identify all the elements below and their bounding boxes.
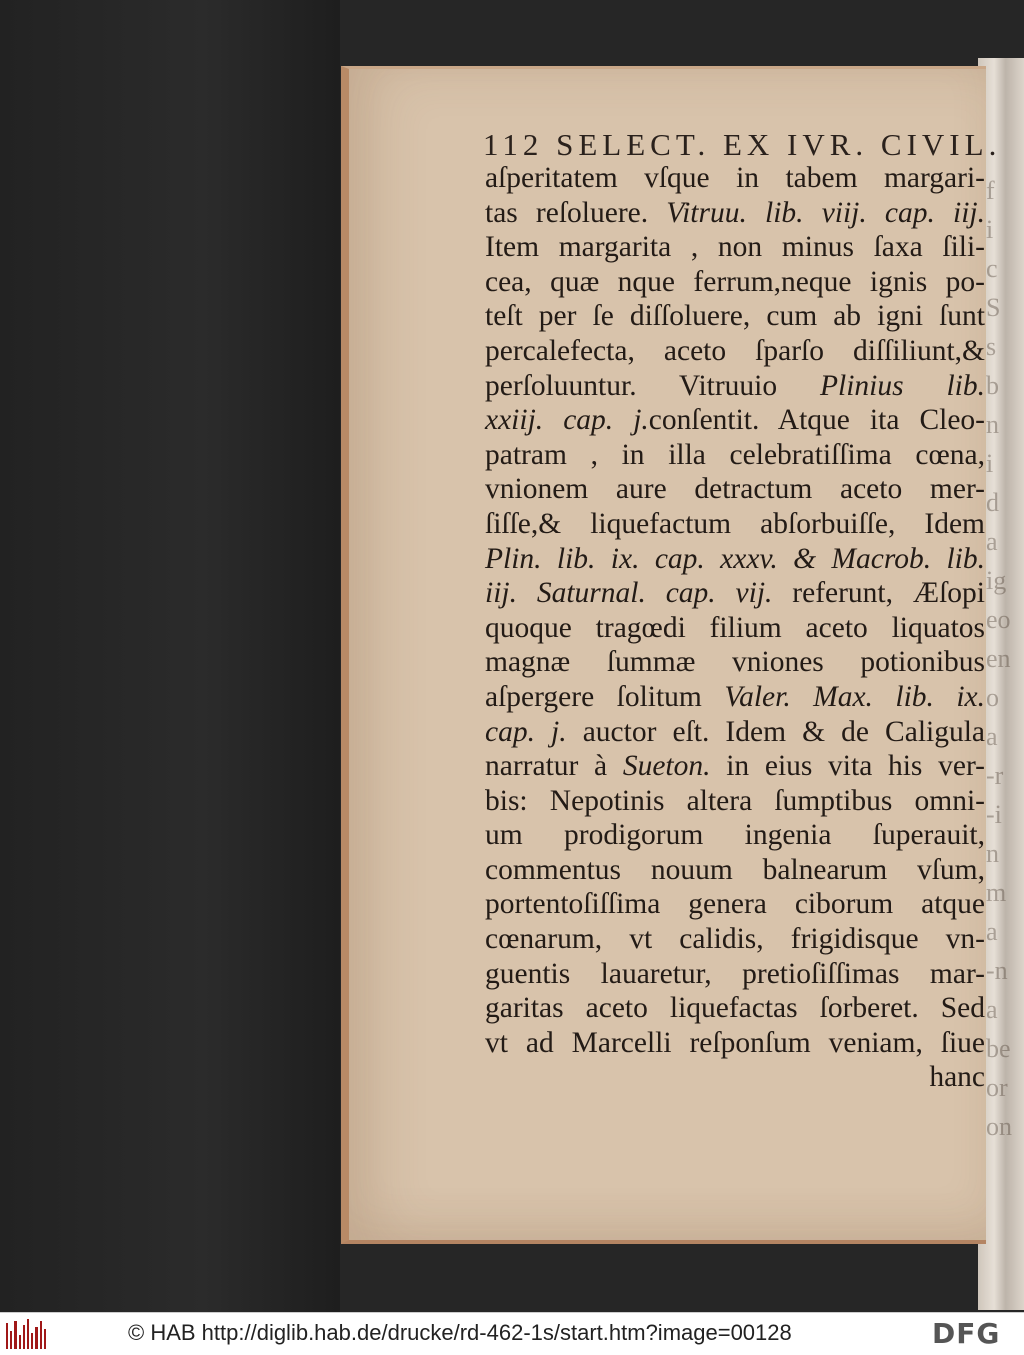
- logo-bar: [44, 1329, 46, 1349]
- text-line: [485, 922, 985, 957]
- edge-bleed-glyph: n: [986, 410, 999, 439]
- edge-bleed-glyph: -r: [986, 761, 1004, 790]
- edge-bleed-glyph: en: [986, 644, 1011, 673]
- running-header: 112 SELECT. EX IVR. CIVIL.: [483, 127, 1002, 162]
- text-line: [485, 749, 985, 784]
- edge-bleed-glyph: a: [986, 917, 998, 946]
- text-line: [485, 991, 985, 1026]
- edge-bleed-glyph: be: [986, 1034, 1011, 1063]
- italic-citation: cap. j.: [485, 715, 567, 748]
- text-line: [485, 887, 985, 922]
- edge-bleed-glyph: a: [986, 995, 998, 1024]
- text-segment: auctor eſt. Idem & de Caligula: [566, 715, 986, 748]
- text-segment: percalefecta, aceto ſparſo diſſiliunt,&: [485, 334, 985, 367]
- text-line: [485, 265, 985, 300]
- edge-bleed-glyph: o: [986, 683, 999, 712]
- italic-citation: Plinius lib.: [820, 369, 985, 402]
- text-segment: tas reſoluere.: [485, 196, 667, 229]
- copyright-credit: © HAB http://diglib.hab.de/drucke/rd-462-1s/start.htm?image=00128: [128, 1320, 792, 1345]
- text-segment: in eius vita his ver-: [710, 750, 986, 783]
- text-segment: guentis lauaretur, pretioſiſſimas mar-: [485, 957, 985, 990]
- text-segment: Item margarita , non minus ſaxa ſili-: [485, 231, 985, 264]
- italic-citation: Vitruu. lib. viij. cap. iij.: [666, 196, 985, 229]
- logo-bar: [10, 1331, 12, 1349]
- text-segment: referunt, Æſopi: [772, 577, 985, 610]
- logo-bar: [6, 1323, 8, 1349]
- text-line: [485, 472, 985, 507]
- text-segment: aſpergere ſolitum: [485, 680, 725, 713]
- hab-barcode-logo-icon: [6, 1319, 46, 1349]
- text-line: [485, 818, 985, 853]
- italic-citation: xxiij. cap. j.: [485, 404, 649, 437]
- text-line: [485, 542, 985, 577]
- italic-citation: Plin. lib. ix. cap. xxxv. & Macrob. lib.: [485, 542, 985, 575]
- text-segment: cœnarum, vt calidis, frigidisque vn-: [485, 923, 985, 956]
- italic-citation: Valer. Max. lib. ix.: [724, 680, 985, 713]
- logo-bar: [27, 1319, 29, 1349]
- text-segment: vt ad Marcelli reſponſum veniam, ſiue: [485, 1026, 985, 1059]
- text-segment: ſiſſe,& liquefactum abſorbuiſſe, Idem: [485, 507, 985, 540]
- text-segment: vnionem aure detractum aceto mer-: [485, 473, 985, 506]
- text-segment: hanc: [929, 1061, 985, 1094]
- text-line: [485, 403, 985, 438]
- italic-citation: Sueton.: [622, 750, 711, 783]
- text-line: [485, 784, 985, 819]
- text-line: [485, 507, 985, 542]
- text-line: [485, 299, 985, 334]
- text-segment: aſperitatem vſque in tabem margari-: [485, 162, 985, 194]
- scan-background: [0, 0, 340, 1312]
- edge-bleed-glyph: a: [986, 722, 998, 751]
- edge-bleed-glyph: S: [986, 293, 1001, 322]
- text-segment: um prodigorum ingenia ſuperauit,: [485, 819, 985, 852]
- edge-bleed-glyph: m: [986, 878, 1007, 907]
- text-line: [485, 1026, 985, 1061]
- text-line: [485, 645, 985, 680]
- text-line: [485, 680, 985, 715]
- body-text: [485, 161, 985, 1095]
- text-line: [485, 334, 985, 369]
- text-line: [485, 230, 985, 265]
- text-line: [485, 369, 985, 404]
- edge-bleed-glyph: -i: [986, 800, 1002, 829]
- text-segment: garitas aceto liquefactas ſorberet. Sed: [485, 992, 985, 1025]
- italic-citation: iij. Saturnal. cap. vij.: [485, 577, 773, 610]
- dfg-logo: DFG: [932, 1317, 1001, 1350]
- text-line: [485, 438, 985, 473]
- text-line: [485, 715, 985, 750]
- text-segment: teſt per ſe diſſoluere, cum ab igni ſunt: [485, 300, 985, 333]
- text-segment: perſoluuntur. Vitruuio: [485, 369, 820, 402]
- text-line: [485, 196, 985, 231]
- text-line: [485, 1060, 985, 1095]
- edge-bleed-glyph: d: [986, 488, 999, 517]
- text-line: [485, 611, 985, 646]
- text-segment: patram , in illa celebratiſſima cœna,: [485, 438, 985, 471]
- text-line: [485, 853, 985, 888]
- logo-bar: [14, 1321, 16, 1349]
- text-line: [485, 576, 985, 611]
- edge-bleed-glyph: b: [986, 371, 999, 400]
- text-segment: commentus nouum balnearum vſum,: [485, 853, 985, 886]
- text-segment: magnæ ſummæ vniones potionibus: [485, 646, 985, 679]
- edge-bleed-glyph: -n: [986, 956, 1008, 985]
- text-segment: conſentit. Atque ita Cleo-: [648, 404, 985, 437]
- edge-bleed-glyph: c: [986, 254, 998, 283]
- edge-bleed-glyph: eo: [986, 605, 1011, 634]
- edge-bleed-glyph: i: [986, 215, 994, 244]
- text-segment: quoque tragœdi filium aceto liquatos: [485, 611, 985, 644]
- edge-bleed-glyph: a: [986, 527, 998, 556]
- logo-bar: [23, 1325, 25, 1349]
- text-segment: bis: Nepotinis altera ſumptibus omni-: [485, 784, 985, 817]
- edge-bleed-glyph: ig: [986, 566, 1007, 595]
- text-line: [485, 957, 985, 992]
- edge-bleed-glyph: or: [986, 1073, 1008, 1102]
- logo-bar: [40, 1321, 42, 1349]
- text-segment: portentoſiſſima genera ciborum atque: [485, 888, 985, 921]
- edge-bleed-glyph: n: [986, 839, 999, 868]
- edge-bleed-glyph: f: [986, 176, 995, 205]
- edge-bleed-glyph: on: [986, 1112, 1012, 1141]
- edge-bleed-glyph: i: [986, 449, 994, 478]
- footer-bar: [0, 1312, 1024, 1355]
- text-line: [485, 161, 985, 196]
- logo-bar: [35, 1327, 37, 1349]
- text-segment: cea, quæ nque ferrum,neque ignis po-: [485, 265, 985, 298]
- logo-bar: [31, 1333, 33, 1349]
- book-page: [341, 66, 1002, 1244]
- logo-bar: [19, 1335, 21, 1349]
- text-segment: narratur à: [485, 750, 623, 783]
- edge-bleed-glyph: s: [986, 332, 997, 361]
